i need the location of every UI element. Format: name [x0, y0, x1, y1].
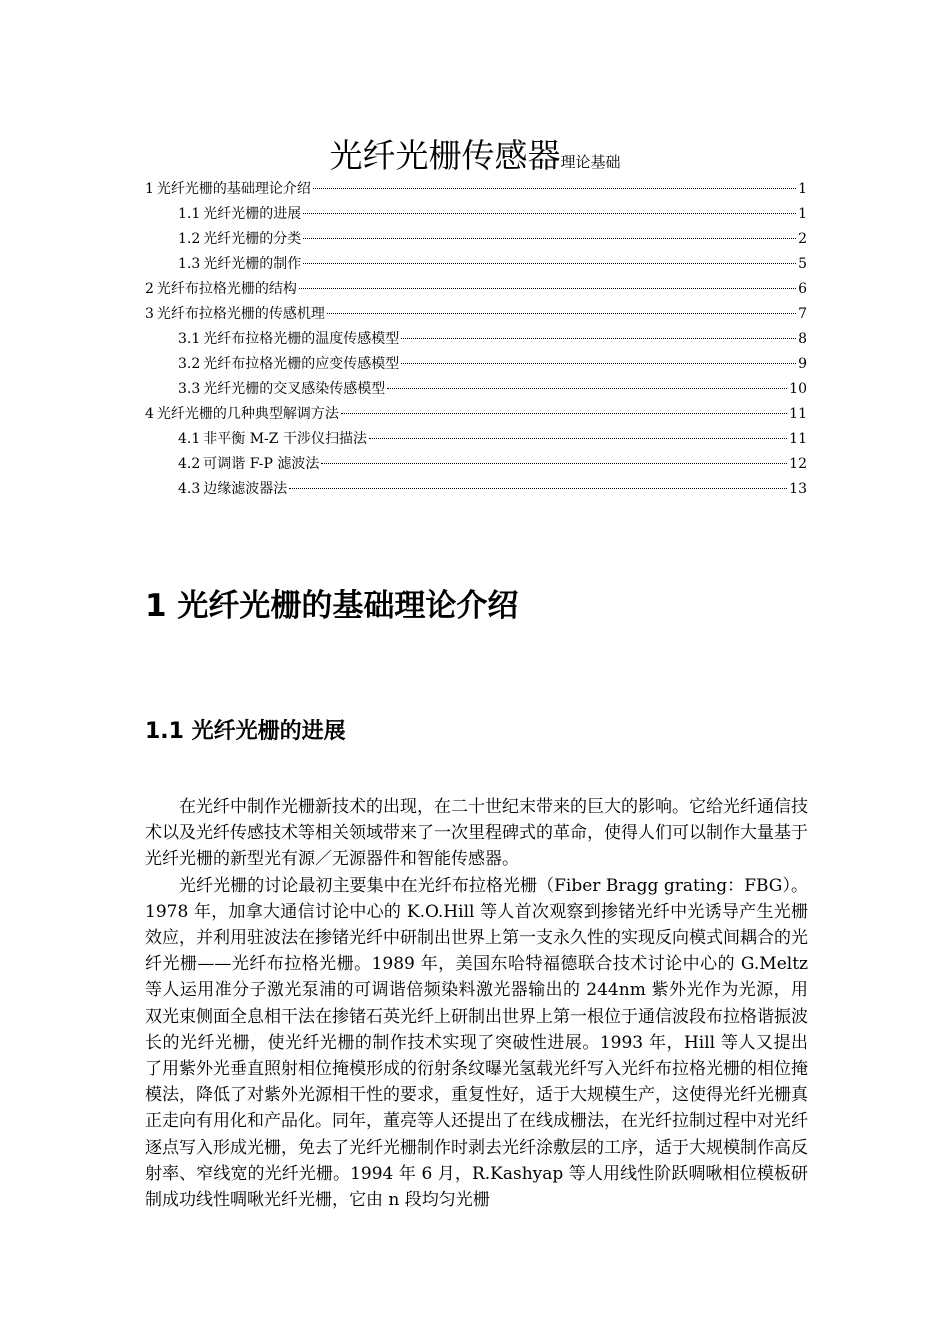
toc-entry-page: 13 [789, 481, 807, 497]
toc-entry[interactable] [145, 327, 807, 352]
toc-entry-label: 光纤光栅的基础理论介绍 [156, 181, 311, 197]
toc-entry-number: 1.1 [178, 206, 201, 222]
toc-entry-page: 10 [789, 381, 807, 397]
toc-entry-number: 4 [145, 406, 154, 422]
toc-entry-page: 2 [798, 231, 807, 247]
toc-entry[interactable] [145, 302, 807, 327]
toc-entry[interactable] [145, 477, 807, 502]
toc-entry-number: 1.2 [178, 231, 201, 247]
toc-entry-page: 5 [798, 256, 807, 272]
toc-leader-dots [401, 338, 796, 339]
toc-entry-page: 7 [798, 306, 807, 322]
toc-entry[interactable] [145, 252, 807, 277]
body-text [145, 794, 808, 1213]
toc-entry-label: 光纤布拉格光栅的结构 [156, 281, 297, 297]
toc-entry-page: 1 [798, 206, 807, 222]
toc-leader-dots [303, 213, 796, 214]
toc-leader-dots [387, 388, 787, 389]
toc-entry-label: 光纤光栅的制作 [203, 256, 302, 272]
toc-entry-number: 1 [145, 181, 154, 197]
toc-leader-dots [401, 363, 796, 364]
toc-entry[interactable] [145, 452, 807, 477]
toc-entry-page: 9 [798, 356, 807, 372]
subsection-heading: 1.1 光纤光栅的进展 [145, 719, 346, 744]
toc-leader-dots [327, 313, 796, 314]
toc-entry[interactable] [145, 277, 807, 302]
toc-entry-label: 光纤布拉格光栅的温度传感模型 [203, 331, 400, 347]
toc-entry-number: 4.3 [178, 481, 201, 497]
toc-leader-dots [303, 238, 796, 239]
toc-entry[interactable] [145, 227, 807, 252]
toc-entry-label: 可调谐 F-P 滤波法 [203, 456, 320, 472]
toc-leader-dots [369, 438, 787, 439]
document-title-suffix: 理论基础 [560, 153, 621, 171]
toc-entry-page: 11 [789, 406, 807, 422]
toc-leader-dots [321, 463, 787, 464]
toc-entry-number: 3.3 [178, 381, 201, 397]
toc-leader-dots [313, 188, 796, 189]
toc-entry-label: 光纤光栅的进展 [203, 206, 302, 222]
toc-entry-page: 1 [798, 181, 807, 197]
toc-entry-label: 光纤光栅的几种典型解调方法 [156, 406, 339, 422]
toc-entry-page: 12 [789, 456, 807, 472]
toc-entry[interactable] [145, 377, 807, 402]
toc-entry-number: 2 [145, 281, 154, 297]
toc-entry[interactable] [145, 202, 807, 227]
toc-entry-number: 3 [145, 306, 154, 322]
toc-entry-number: 4.2 [178, 456, 201, 472]
document-title [0, 130, 950, 177]
toc-entry-number: 4.1 [178, 431, 201, 447]
toc-entry-number: 3.1 [178, 331, 201, 347]
toc-leader-dots [303, 263, 796, 264]
toc-entry-label: 光纤布拉格光栅的传感机理 [156, 306, 325, 322]
toc-entry-label: 光纤光栅的分类 [203, 231, 302, 247]
toc-entry-label: 光纤光栅的交叉感染传感模型 [203, 381, 386, 397]
toc-entry-label: 边缘滤波器法 [203, 481, 288, 497]
toc-entry-label: 光纤布拉格光栅的应变传感模型 [203, 356, 400, 372]
paragraph: 在光纤中制作光栅新技术的出现，在二十世纪末带来的巨大的影响。它给光纤通信技术以及光纤传感技术等相关领域带来了一次里程碑式的革命，使得人们可以制作大量基于光纤光栅的新型光有源／无源器件和智能传感器。 [145, 797, 808, 870]
toc-entry[interactable] [145, 177, 807, 202]
table-of-contents [145, 177, 807, 502]
toc-entry-page: 6 [798, 281, 807, 297]
toc-entry-page: 8 [798, 331, 807, 347]
toc-entry-number: 3.2 [178, 356, 201, 372]
section-heading: 1 光纤光栅的基础理论介绍 [145, 588, 519, 624]
toc-leader-dots [299, 288, 796, 289]
toc-entry-label: 非平衡 M-Z 干涉仪扫描法 [203, 431, 367, 447]
toc-entry[interactable] [145, 427, 807, 452]
toc-entry[interactable] [145, 352, 807, 377]
toc-entry-page: 11 [789, 431, 807, 447]
paragraph: 光纤光栅的讨论最初主要集中在光纤布拉格光栅（Fiber Bragg grating：FBG）。1978 年，加拿大通信讨论中心的 K.O.Hill 等人首次观察到掺锗光纤中光诱导产生光栅效应，并利用驻波法在掺锗光纤中研制出世界上第一支永久性的实现反向模式间耦合的光纤光栅——光纤布拉格光栅。1989 年，美国东哈特福德联合技术讨论中心的 G.Meltz 等人运用准分子激光泵浦的可调谐倍频染料激光器输出的 244nm 紫外光作为光源，用双光束侧面全息相干法在掺锗石英光纤上研制出世界上第一根位于通信波段布拉格谐振波长的光纤光栅，使光纤光栅的制作技术实现了突破性进展。1993 年，Hill 等人又提出了用紫外光垂直照射相位掩模形成的衍射条纹曝光氢载光纤写入光纤布拉格光栅的相位掩模法，降低了对紫外光源相干性的要求，重复性好，适于大规模生产，这使得光纤光栅真正走向有用化和产品化。同年，董亮等人还提出了在线成栅法，在光纤拉制过程中对光纤逐点写入形成光栅，免去了光纤光栅制作时剥去光纤涂敷层的工序，适于大规模制作高反射率、窄线宽的光纤光栅。1994 年 6 月，R.Kashyap 等人用线性阶跃啁啾相位模板研制成功线性啁啾光纤光栅，它由 n 段均匀光栅 [145, 875, 808, 1211]
toc-leader-dots [289, 488, 787, 489]
toc-leader-dots [341, 413, 787, 414]
toc-entry[interactable] [145, 402, 807, 427]
document-title-main: 光纤光栅传感器 [329, 136, 561, 175]
toc-entry-number: 1.3 [178, 256, 201, 272]
